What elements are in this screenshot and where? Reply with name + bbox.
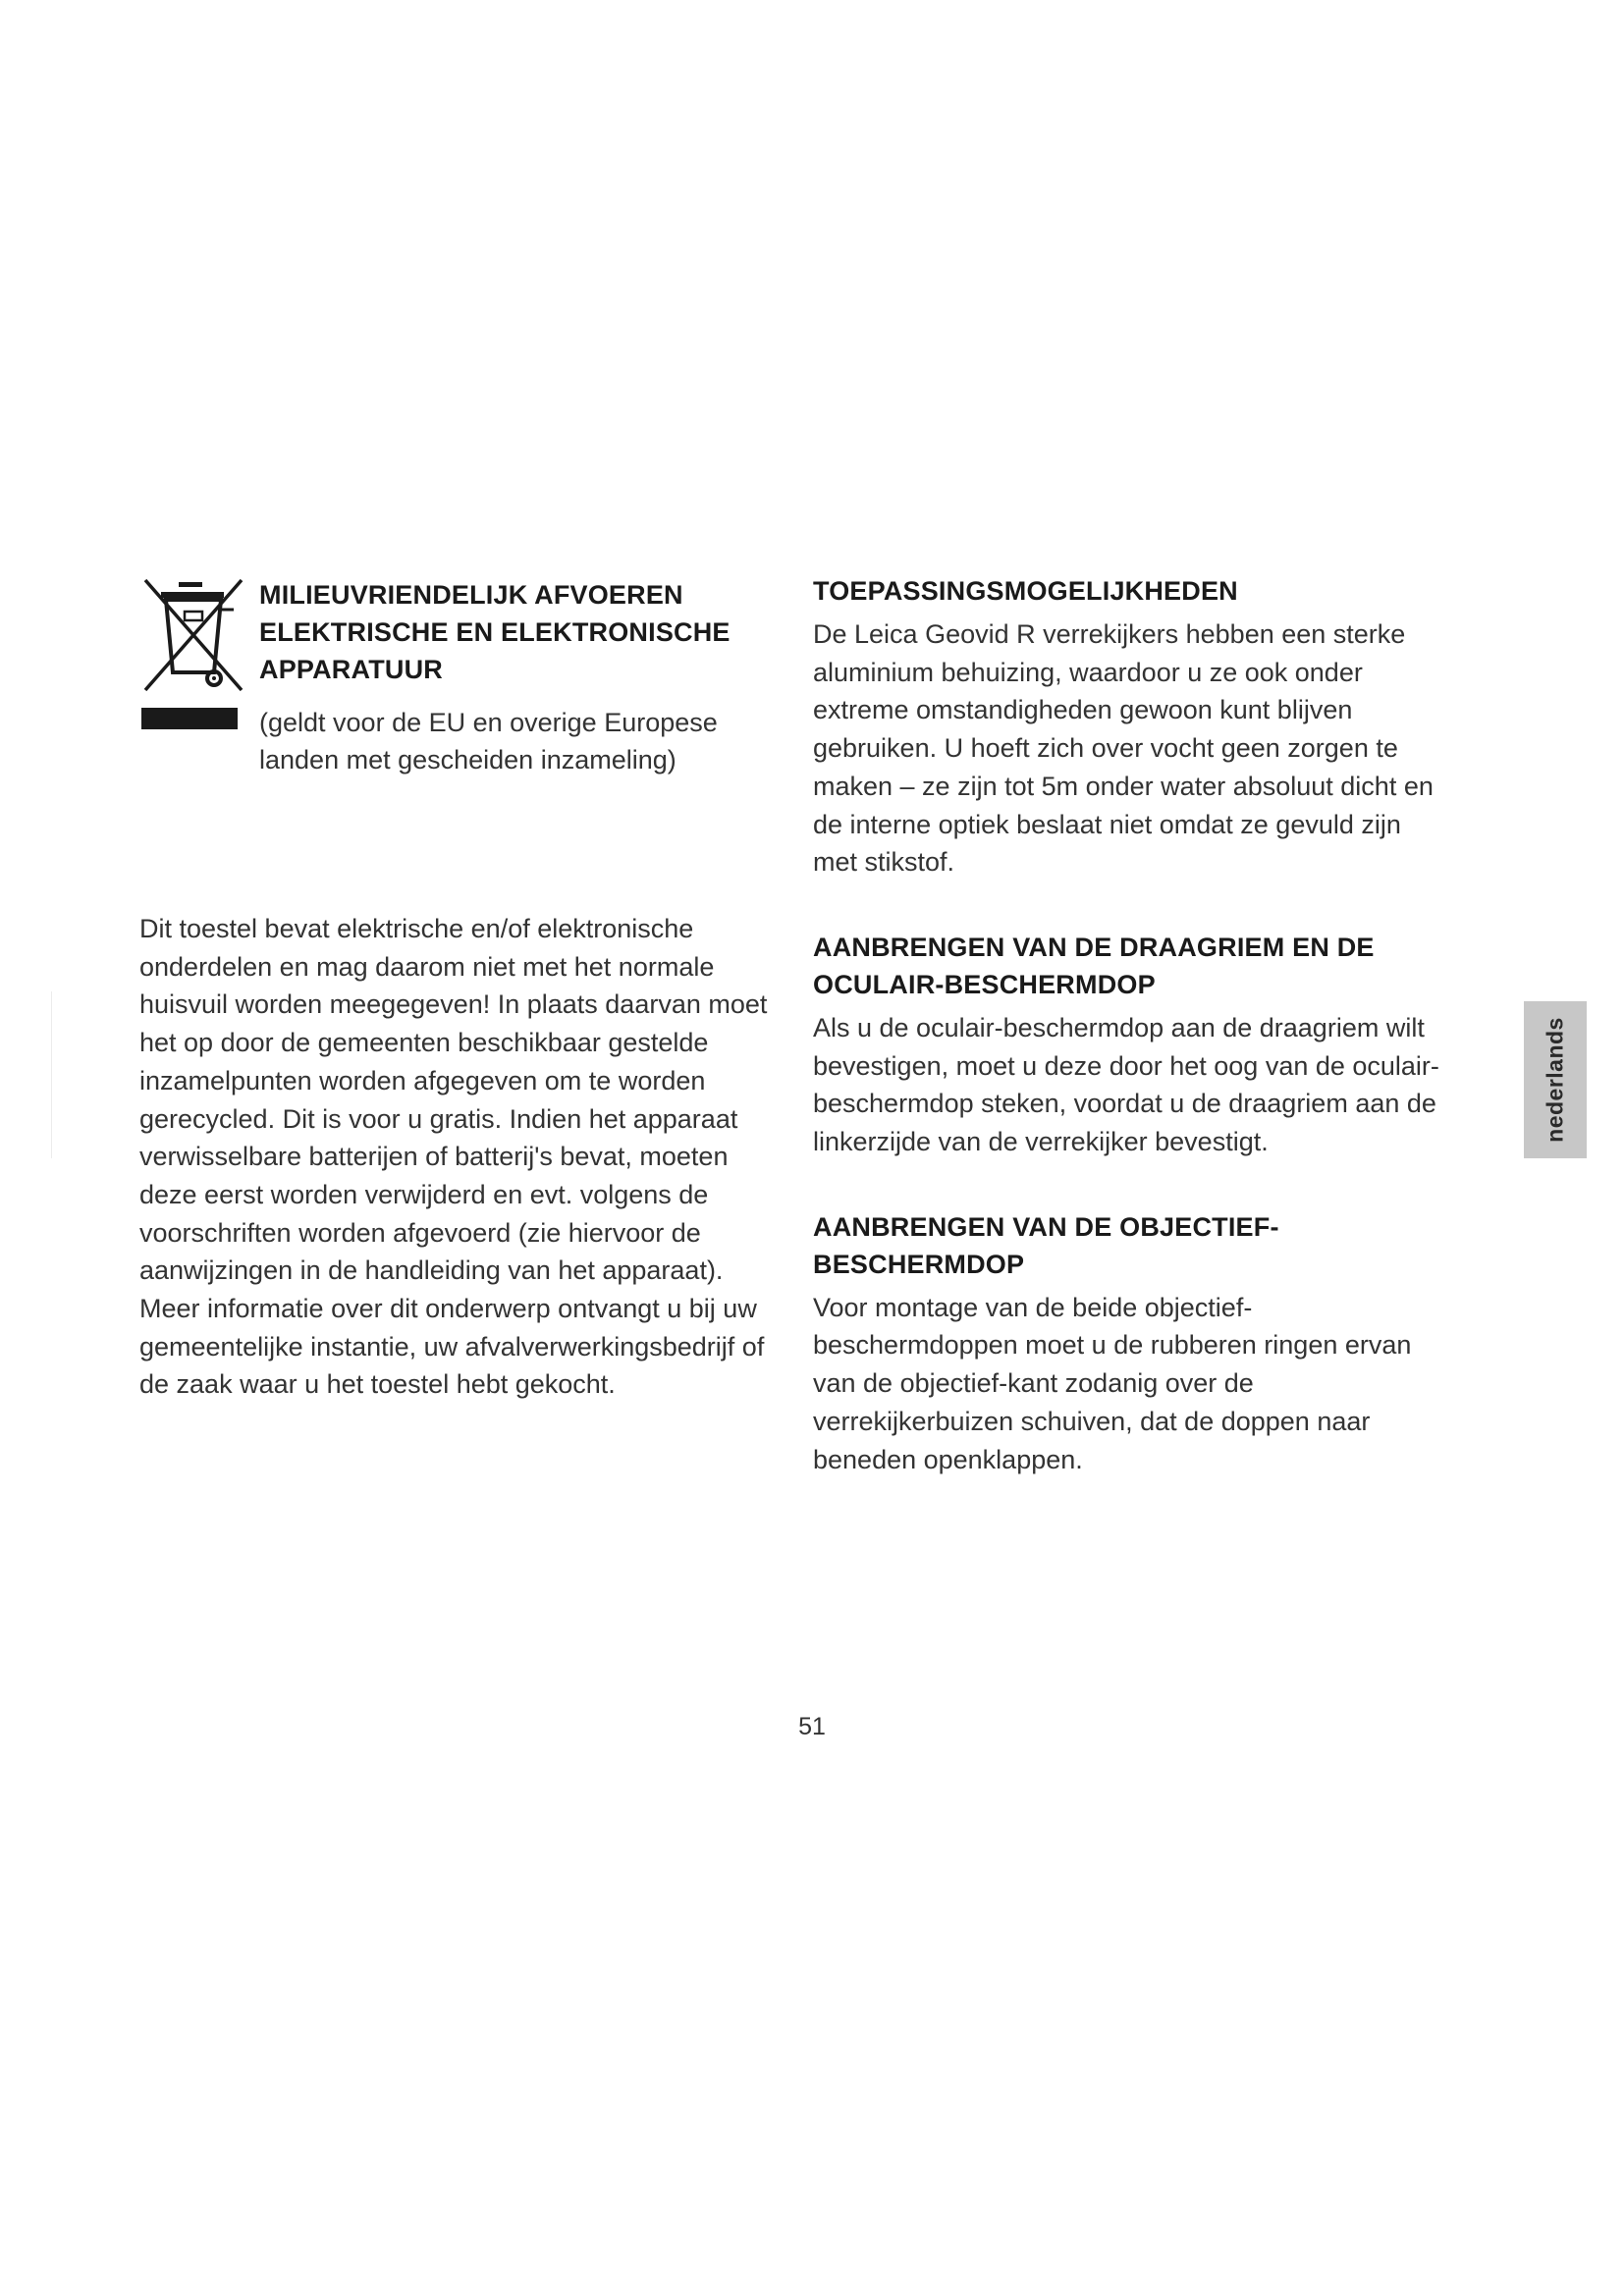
section-body: Als u de oculair-beschermdop aan de draagriem wilt bevestigen, moet u deze door het oog van de oculair-beschermdop steken, voordat u de draagriem aan de linkerzijde van de verrekijker bevestigt. bbox=[813, 1012, 1439, 1157]
section-heading: AANBRENGEN VAN DE DRAAGRIEM EN DE OCULAIR-BESCHERMDOP bbox=[813, 932, 1375, 999]
section-heading: TOEPASSINGSMOGELIJKHEDEN bbox=[813, 576, 1238, 606]
section-draagriem bbox=[813, 929, 1441, 1161]
crossed-out-wheelie-bin-icon bbox=[139, 576, 249, 733]
section-heading: AANBRENGEN VAN DE OBJECTIEF-BESCHERMDOP bbox=[813, 1211, 1279, 1279]
page-number: 51 bbox=[798, 1713, 826, 1740]
section-body: Voor montage van de beide objectief-beschermdoppen moet u de rubberen ringen ervan van de objectief-kant zodanig over de verrekijkerbuizen schuiven, dat de doppen naar beneden openklappen. bbox=[813, 1292, 1412, 1474]
section-toepassingsmogelijkheden bbox=[813, 572, 1441, 881]
scan-artifact-line bbox=[51, 991, 52, 1158]
weee-block bbox=[139, 572, 768, 896]
weee-heading: MILIEUVRIENDELIJK AFVOEREN ELEKTRISCHE EN ELEKTRONISCHE APPARATUUR bbox=[259, 580, 731, 684]
language-tab bbox=[1524, 1001, 1587, 1158]
section-body: De Leica Geovid R verrekijkers hebben een sterke aluminium behuizing, waardoor u ze ook onder extreme omstandigheden gewoon kunt blijven gebruiken. U hoeft zich over vocht geen zorgen te maken – ze zijn tot 5m onder water absoluut dicht en de interne optiek beslaat niet omdat ze gevuld zijn met stikstof. bbox=[813, 619, 1434, 878]
left-column bbox=[139, 572, 768, 1404]
right-column bbox=[813, 572, 1441, 1525]
section-objectief-beschermdop bbox=[813, 1208, 1441, 1479]
language-tab-label: nederlands bbox=[1542, 1017, 1568, 1143]
weee-note: (geldt voor de EU en overige Europese landen met gescheiden inzameling) bbox=[259, 708, 718, 774]
weee-body: Dit toestel bevat elektrische en/of elektronische onderdelen en mag daarom niet met het normale huisvuil worden meegegeven! In plaats daarvan moet het op door de gemeenten beschikbaar gestelde inzamelpunten worden afgegeven om te worden gerecycled. Dit is voor u gratis. Indien het apparaat verwisselbare batterijen of batterij's bevat, moeten deze eerst worden verwijderd en evt. volgens de voorschriften worden afgevoerd (zie hiervoor de aanwijzingen in de handleiding van het apparaat). Meer informatie over dit onderwerp ontvangt u bij uw gemeentelijke instantie, uw afvalverwerkingsbedrijf of de zaak waar u het toestel hebt gekocht. bbox=[139, 914, 768, 1400]
